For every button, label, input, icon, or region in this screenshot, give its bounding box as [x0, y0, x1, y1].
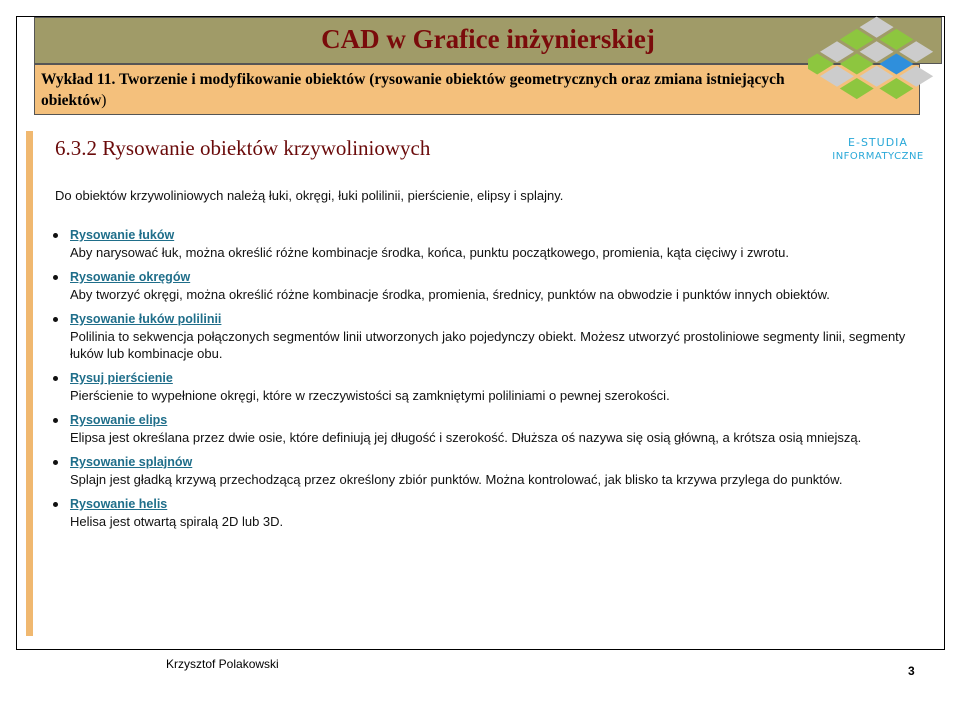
- item-description: Pierścienie to wypełnione okręgi, które w rzeczywistości są zamkniętymi poliliniami o pewnej szerokości.: [70, 388, 670, 403]
- list-item: [50, 370, 935, 404]
- bullet-icon: [53, 317, 58, 322]
- item-description: Splajn jest gładką krzywą przechodzącą przez określony zbiór punktów. Można kontrolować, jak blisko ta krzywa przylega do punktów.: [70, 472, 843, 487]
- e-studia-logo-icon: [808, 6, 948, 126]
- link-rysowanie-elips[interactable]: Rysowanie elips: [70, 413, 168, 427]
- list-item: [50, 454, 935, 488]
- accent-bar: [26, 131, 33, 636]
- link-rysowanie-helis[interactable]: Rysowanie helis: [70, 497, 168, 511]
- link-rysowanie-lukow[interactable]: Rysowanie łuków: [70, 228, 175, 242]
- bullet-icon: [53, 502, 58, 507]
- link-rysowanie-okregow[interactable]: Rysowanie okręgów: [70, 270, 191, 284]
- bullet-icon: [53, 418, 58, 423]
- lecture-subtitle-bold: Wykład 11. Tworzenie i modyfikowanie obiektów (rysowanie obiektów geometrycznych oraz zmiana istniejących obiektów: [41, 71, 785, 109]
- link-rysuj-pierscienie[interactable]: Rysuj pierścienie: [70, 371, 173, 385]
- logo-text-line1: E-STUDIA: [848, 136, 908, 149]
- item-description: Helisa jest otwartą spiralą 2D lub 3D.: [70, 514, 284, 529]
- item-description: Elipsa jest określana przez dwie osie, które definiują jej długość i szerokość. Dłuższa oś nazywa się osią główną, a krótsza osią mniejszą.: [70, 430, 862, 445]
- list-item: [50, 269, 935, 303]
- bullet-icon: [53, 376, 58, 381]
- list-item: [50, 412, 935, 446]
- footer-author: Krzysztof Polakowski: [166, 657, 279, 671]
- link-rysowanie-splajnow[interactable]: Rysowanie splajnów: [70, 455, 193, 469]
- list-item: [50, 496, 935, 530]
- title-bar: [34, 17, 942, 64]
- link-rysowanie-lukow-polilinii[interactable]: Rysowanie łuków polilinii: [70, 312, 222, 326]
- logo-text-line2: INFORMATYCZNE: [832, 151, 924, 162]
- intro-text: Do obiektów krzywoliniowych należą łuki, okręgi, łuki polilinii, pierścienie, elipsy i splajny.: [55, 188, 564, 203]
- slide-title: CAD w Grafice inżynierskiej: [321, 24, 655, 54]
- section-heading: 6.3.2 Rysowanie obiektów krzywoliniowych: [55, 136, 431, 160]
- page-number: 3: [908, 664, 915, 678]
- subtitle-bar: [34, 64, 920, 115]
- item-description: Polilinia to sekwencja połączonych segmentów linii utworzonych jako pojedynczy obiekt. Możesz utworzyć prostoliniowe segmenty linii, segmenty łuków lub kombinacje obu.: [70, 329, 906, 361]
- lecture-subtitle-tail: ): [101, 92, 107, 109]
- bullet-icon: [53, 460, 58, 465]
- bullet-icon: [53, 233, 58, 238]
- topic-list: [50, 227, 935, 538]
- list-item: [50, 311, 935, 362]
- item-description: Aby tworzyć okręgi, można określić różne kombinacje środka, promienia, średnicy, punktów na obwodzie i punktów innych obiektów.: [70, 287, 830, 302]
- list-item: [50, 227, 935, 261]
- item-description: Aby narysować łuk, można określić różne kombinacje środka, końca, punktu początkowego, promienia, kąta cięciwy i zwrotu.: [70, 245, 789, 260]
- bullet-icon: [53, 275, 58, 280]
- lecture-subtitle: [41, 69, 801, 111]
